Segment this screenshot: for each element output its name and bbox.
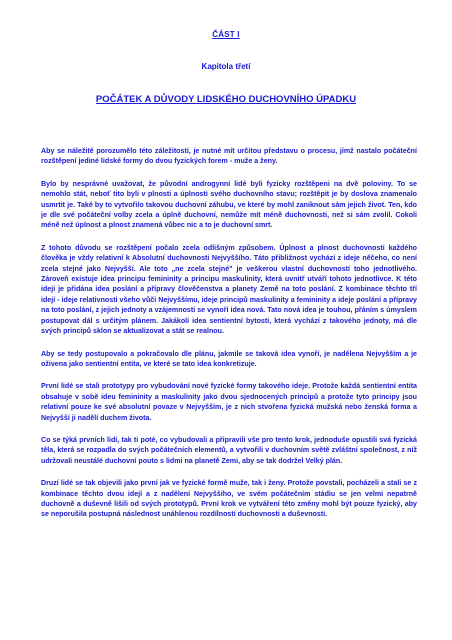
paragraph: Bylo by nesprávné uvažovat, že původní androgynní lidé byli fyzicky rozštěpeni na dvě poloviny. To se nemohlo stát, neboť tito byli v plnosti a úplnosti svého duchovního stavu; rozštěpit je by doslova znamenalo usmrtit je. Také by to vytvořilo takovou duchovní záhubu, ve které by mohl zaniknout sám jejich život. Ten, kdo je dle své počáteční volby zcela a úplně duchovní, nemůže mít méně duchovnosti, než si sám zvolil. Cokoli méně než úplnost a plnost znamená vůbec nic a to je duchovní smrt. [41, 179, 417, 230]
paragraph: Z tohoto důvodu se rozštěpení počalo zcela odlišným způsobem. Úplnost a plnost duchovnosti každého člověka je vždy relativní k Absolutní duchovnosti Nejvyššího. Táto přibližnost vychází z ideje něčeho, co není zcela stejné jako Nejvyšší. Ale toto „ne zcela stejné" je veškerou vlastní duchovností toho jednotlivého. Zároveň existuje idea principu femininity a principu maskulinity, která uvnitř utváří tohoto jednotlivce. K této ideji je přidána idea poslání a přípravy člověčenstva a planety Země na toto poslání. Z kombinace těchto tří idejí - ideje relativnosti všeho vůči Nejvyššímu, ideje principů maskulinity a femininity a ideje poslání a přípravy na toto poslání, z jejich jednoty a vzájemnosti se vynoří idea nová. Tato nová idea je touhou, přáním s úmyslem postupovat dál s určitým plánem. Jakákoli idea sentientní bytosti, která vychází z takového jednoty, má dle svých principů sklon se aktualizovat a stát se realnou. [41, 243, 417, 336]
paragraph: Aby se tedy postupovalo a pokračovalo dle plánu, jakmile se taková idea vynoří, je nadělena Nejvyšším a je oživena jako sentientní entita, ve které se tato idea konkretizuje. [41, 349, 417, 368]
chapter-heading: Kapitola třetí [201, 62, 251, 71]
paragraph: Druzí lidé se tak objevili jako první jak ve fyzické formě muže, tak i ženy. Protože povstali, pocházeli a stali se z kombinace těchto dvou idejí a z nadělení Nejvyššího, ve svém počátečním stádiu se jen velmi nepatrně duchovně a duševně lišili od svých prototypů. První krok ve vytváření této změny mohl být pouze fyzický, aby se neporušila postupná následnost unáhlenou rozdílností duchovnosti a duševnosti. [41, 479, 417, 519]
paragraph: Aby se náležitě porozumělo této záležitosti, je nutné mít určitou představu o procesu, jímž nastalo počáteční rozštěpení jediné lidské formy do dvou fyzických forem - muže a ženy. [41, 147, 417, 166]
paragraph: První lidé se stali prototypy pro vybudování nové fyzické formy takového ideje. Protože každá sentientní entita obsahuje v sobě ideu femininity a maskulinity jako dvou sjednocených principů a protože tyto principy jsou relativní pouze ke své absolutní povaze v Nejvyšším, je z nich stvořena fyzická mužská nebo ženská forma a Nejvyšší ji nadělí duchem života. [41, 382, 417, 422]
body-text [41, 146, 417, 532]
part-heading: ČÁST I [212, 30, 240, 39]
paragraph: Co se týká prvních lidí, tak ti poté, co vybudovali a připravili vše pro tento krok, jednoduše opustili svá fyzická těla, která se rozpadla do svých počátečních elementů, a vytvořili v duchovním světě zvláštní společnost, z níž udržovali neustálé duchovní pouto s lidmi na planetě Zemi, aby se tak dodržel Velký plán. [41, 435, 417, 465]
page-title: POČÁTEK A DŮVODY LIDSKÉHO DUCHOVNÍHO ÚPADKU [95, 94, 357, 105]
